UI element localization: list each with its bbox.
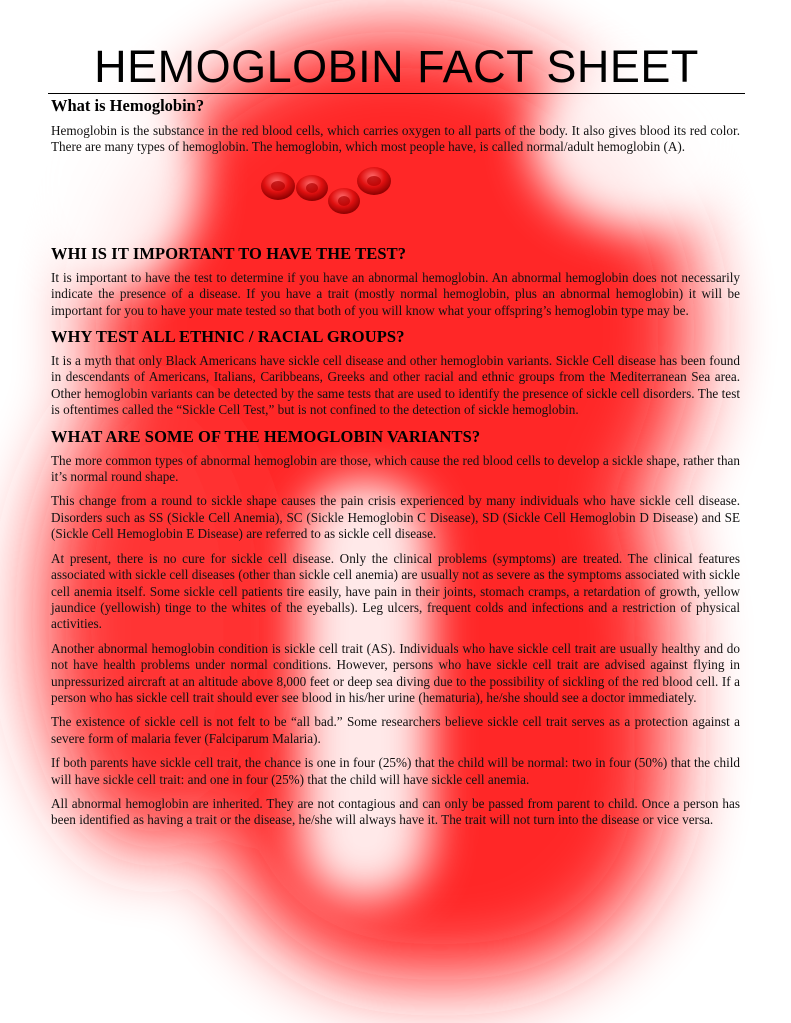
paragraph: It is important to have the test to determine if you have an abnormal hemoglobin. An abnormal hemoglobin does not necessarily indicate the presence of a disease. If you have a trait (mostly normal hemoglobin, plus an abnormal hemoglobin) it will be important for you to have your mate tested so that both of you will know what your offspring’s hemoglobin type may be. — [51, 269, 740, 318]
section-heading: What is Hemoglobin? — [51, 96, 205, 115]
paragraph: Hemoglobin is the substance in the red blood cells, which carries oxygen to all parts of the body. It also gives blood its red color. There are many types of hemoglobin. The hemoglobin, which most people have, is called normal/adult hemoglobin (A). — [51, 123, 740, 155]
paragraph: The existence of sickle cell is not felt to be “all bad.” Some researchers believe sickle cell trait serves as a protection against a severe form of malaria fever (Falciparum Malaria). — [51, 714, 740, 746]
section-why-test-all-groups — [51, 327, 740, 419]
section-heading: WHI IS IT IMPORTANT TO HAVE THE TEST? — [51, 243, 407, 263]
cell-2 — [296, 175, 328, 201]
section-hemoglobin-variants — [51, 427, 740, 829]
section-heading: WHY TEST ALL ETHNIC / RACIAL GROUPS? — [51, 327, 405, 347]
paragraph: It is a myth that only Black Americans have sickle cell disease and other hemoglobin variants. Sickle Cell disease has been found in descendants of Americans, Italians, Caribbeans, Greeks and other racial and ethnic groups from the Mediterranean Sea area. Other hemoglobin variants can be detected by the same tests that are used to identify the presence of sickle cell disorders. The test is oftentimes called the “Sickle Cell Test,” but is not confined to the detection of sickle hemoglobin. — [51, 353, 740, 418]
content — [51, 96, 740, 837]
page-title: HEMOGLOBIN FACT SHEET — [94, 41, 699, 92]
cell-1 — [261, 172, 295, 200]
cell-3 — [328, 188, 360, 214]
paragraph: At present, there is no cure for sickle cell disease. Only the clinical problems (symptoms) are treated. The clinical features associated with sickle cell diseases (other than sickle cell anemia) are usually not as severe as the symptoms associated with sickle cell anemia itself. Some sickle cell patients tire easily, have pain in their joints, stomach cramps, a retardation of growth, yellow jaundice (yellowish) tinge to the whites of the eyeballs). Leg ulcers, frequent colds and infections and a restriction of physical activities. — [51, 550, 740, 632]
section-heading: WHAT ARE SOME OF THE HEMOGLOBIN VARIANTS? — [51, 426, 481, 446]
paragraph: All abnormal hemoglobin are inherited. They are not contagious and can only be passed from parent to child. Once a person has been identified as having a trait or the disease, he/she will always have it. The trait will not turn into the disease or vice versa. — [51, 795, 740, 828]
red-blood-cells-icon — [256, 164, 396, 224]
cell-4 — [357, 167, 391, 195]
paragraph: If both parents have sickle cell trait, the chance is one in four (25%) that the child will be normal: two in four (50%) that the child will have sickle cell trait: and one in four (25%) that the child will have sickle cell anemia. — [51, 755, 740, 787]
paragraph: Another abnormal hemoglobin condition is sickle cell trait (AS). Individuals who have sickle cell trait are usually healthy and do not have health problems under normal conditions. However, persons who have sickle cell trait are advised against flying in unpressurized aircraft at an altitude above 8,000 feet or deep sea diving due to the possibility of sickling of the red blood cell. If a person who has sickle cell trait should ever see blood in his/her urine (hematuria), he/she should see a doctor immediately. — [51, 640, 740, 705]
section-what-is-hemoglobin — [51, 96, 740, 244]
paragraph: This change from a round to sickle shape causes the pain crisis experienced by many individuals who have sickle cell disease. Disorders such as SS (Sickle Cell Anemia), SC (Sickle Hemoglobin C Disease), SD (Sickle Cell Hemoglobin D Disease) and SE (Sickle Cell Hemoglobin E Disease) are referred to as sickle cell disease. — [51, 493, 740, 542]
title-rule — [48, 93, 745, 94]
section-why-important — [51, 244, 740, 319]
paragraph: The more common types of abnormal hemoglobin are those, which cause the red blood cells to develop a sickle shape, rather than it’s normal round shape. — [51, 452, 740, 485]
red-blood-cells-illustration — [51, 164, 740, 244]
